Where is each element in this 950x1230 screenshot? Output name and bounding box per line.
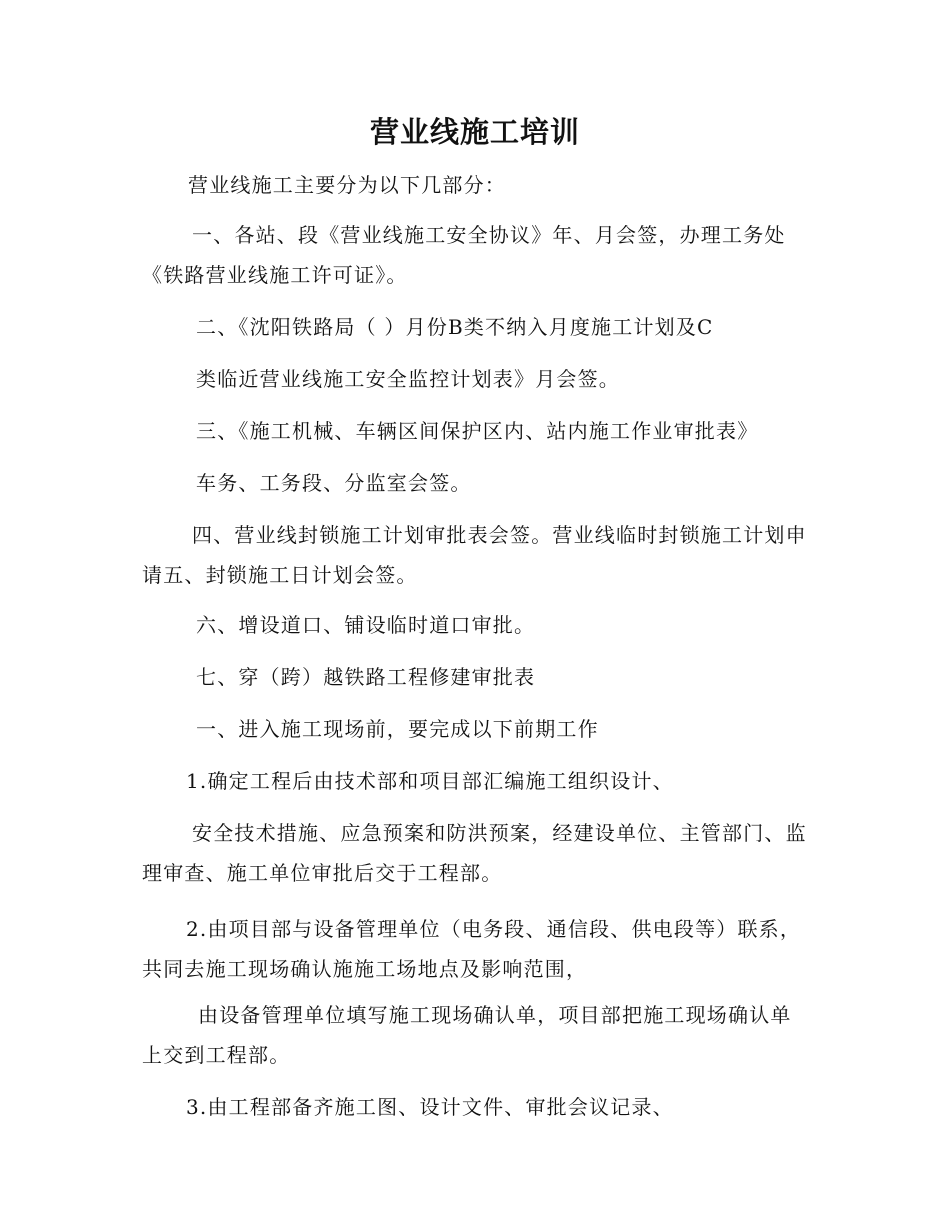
paragraph-15: 3.由工程部备齐施工图、设计文件、审批会议记录、 xyxy=(186,1095,674,1119)
paragraph-7: 四、营业线封锁施工计划审批表会签。营业线临时封锁施工计划申请五、封锁施工日计划会签。 xyxy=(142,523,807,587)
paragraph-2: 一、各站、段《营业线施工安全协议》年、月会签，办理工务处《铁路营业线施工许可证》。 xyxy=(142,223,786,287)
paragraph-9: 七、穿（跨）越铁路工程修建审批表 xyxy=(196,665,536,689)
document-title: 营业线施工培训 xyxy=(369,115,580,149)
paragraph-5: 三、《施工机械、车辆区间保护区内、站内施工作业审批表》 xyxy=(196,419,759,443)
paragraph-8: 六、增设道口、铺设临时道口审批。 xyxy=(196,613,536,637)
paragraph-4: 类临近营业线施工安全监控计划表》月会签。 xyxy=(196,367,620,391)
paragraph-12: 安全技术措施、应急预案和防洪预案，经建设单位、主管部门、监理审查、施工单位审批后交于工程部。 xyxy=(142,821,807,885)
paragraph-1: 营业线施工主要分为以下几部分： xyxy=(188,173,506,197)
paragraph-10: 一、进入施工现场前，要完成以下前期工作 xyxy=(196,717,599,741)
paragraph-11: 1.确定工程后由技术部和项目部汇编施工组织设计、 xyxy=(186,769,674,793)
paragraph-14: 由设备管理单位填写施工现场确认单，项目部把施工现场确认单上交到工程部。 xyxy=(142,1003,792,1067)
paragraph-13: 2.由项目部与设备管理单位（电务段、通信段、供电段等）联系，共同去施工现场确认施施工场地点及影响范围， xyxy=(142,917,802,981)
paragraph-3: 二、《沈阳铁路局（ ）月份B类不纳入月度施工计划及C xyxy=(196,315,714,339)
paragraph-6: 车务、工务段、分监室会签。 xyxy=(196,471,472,495)
